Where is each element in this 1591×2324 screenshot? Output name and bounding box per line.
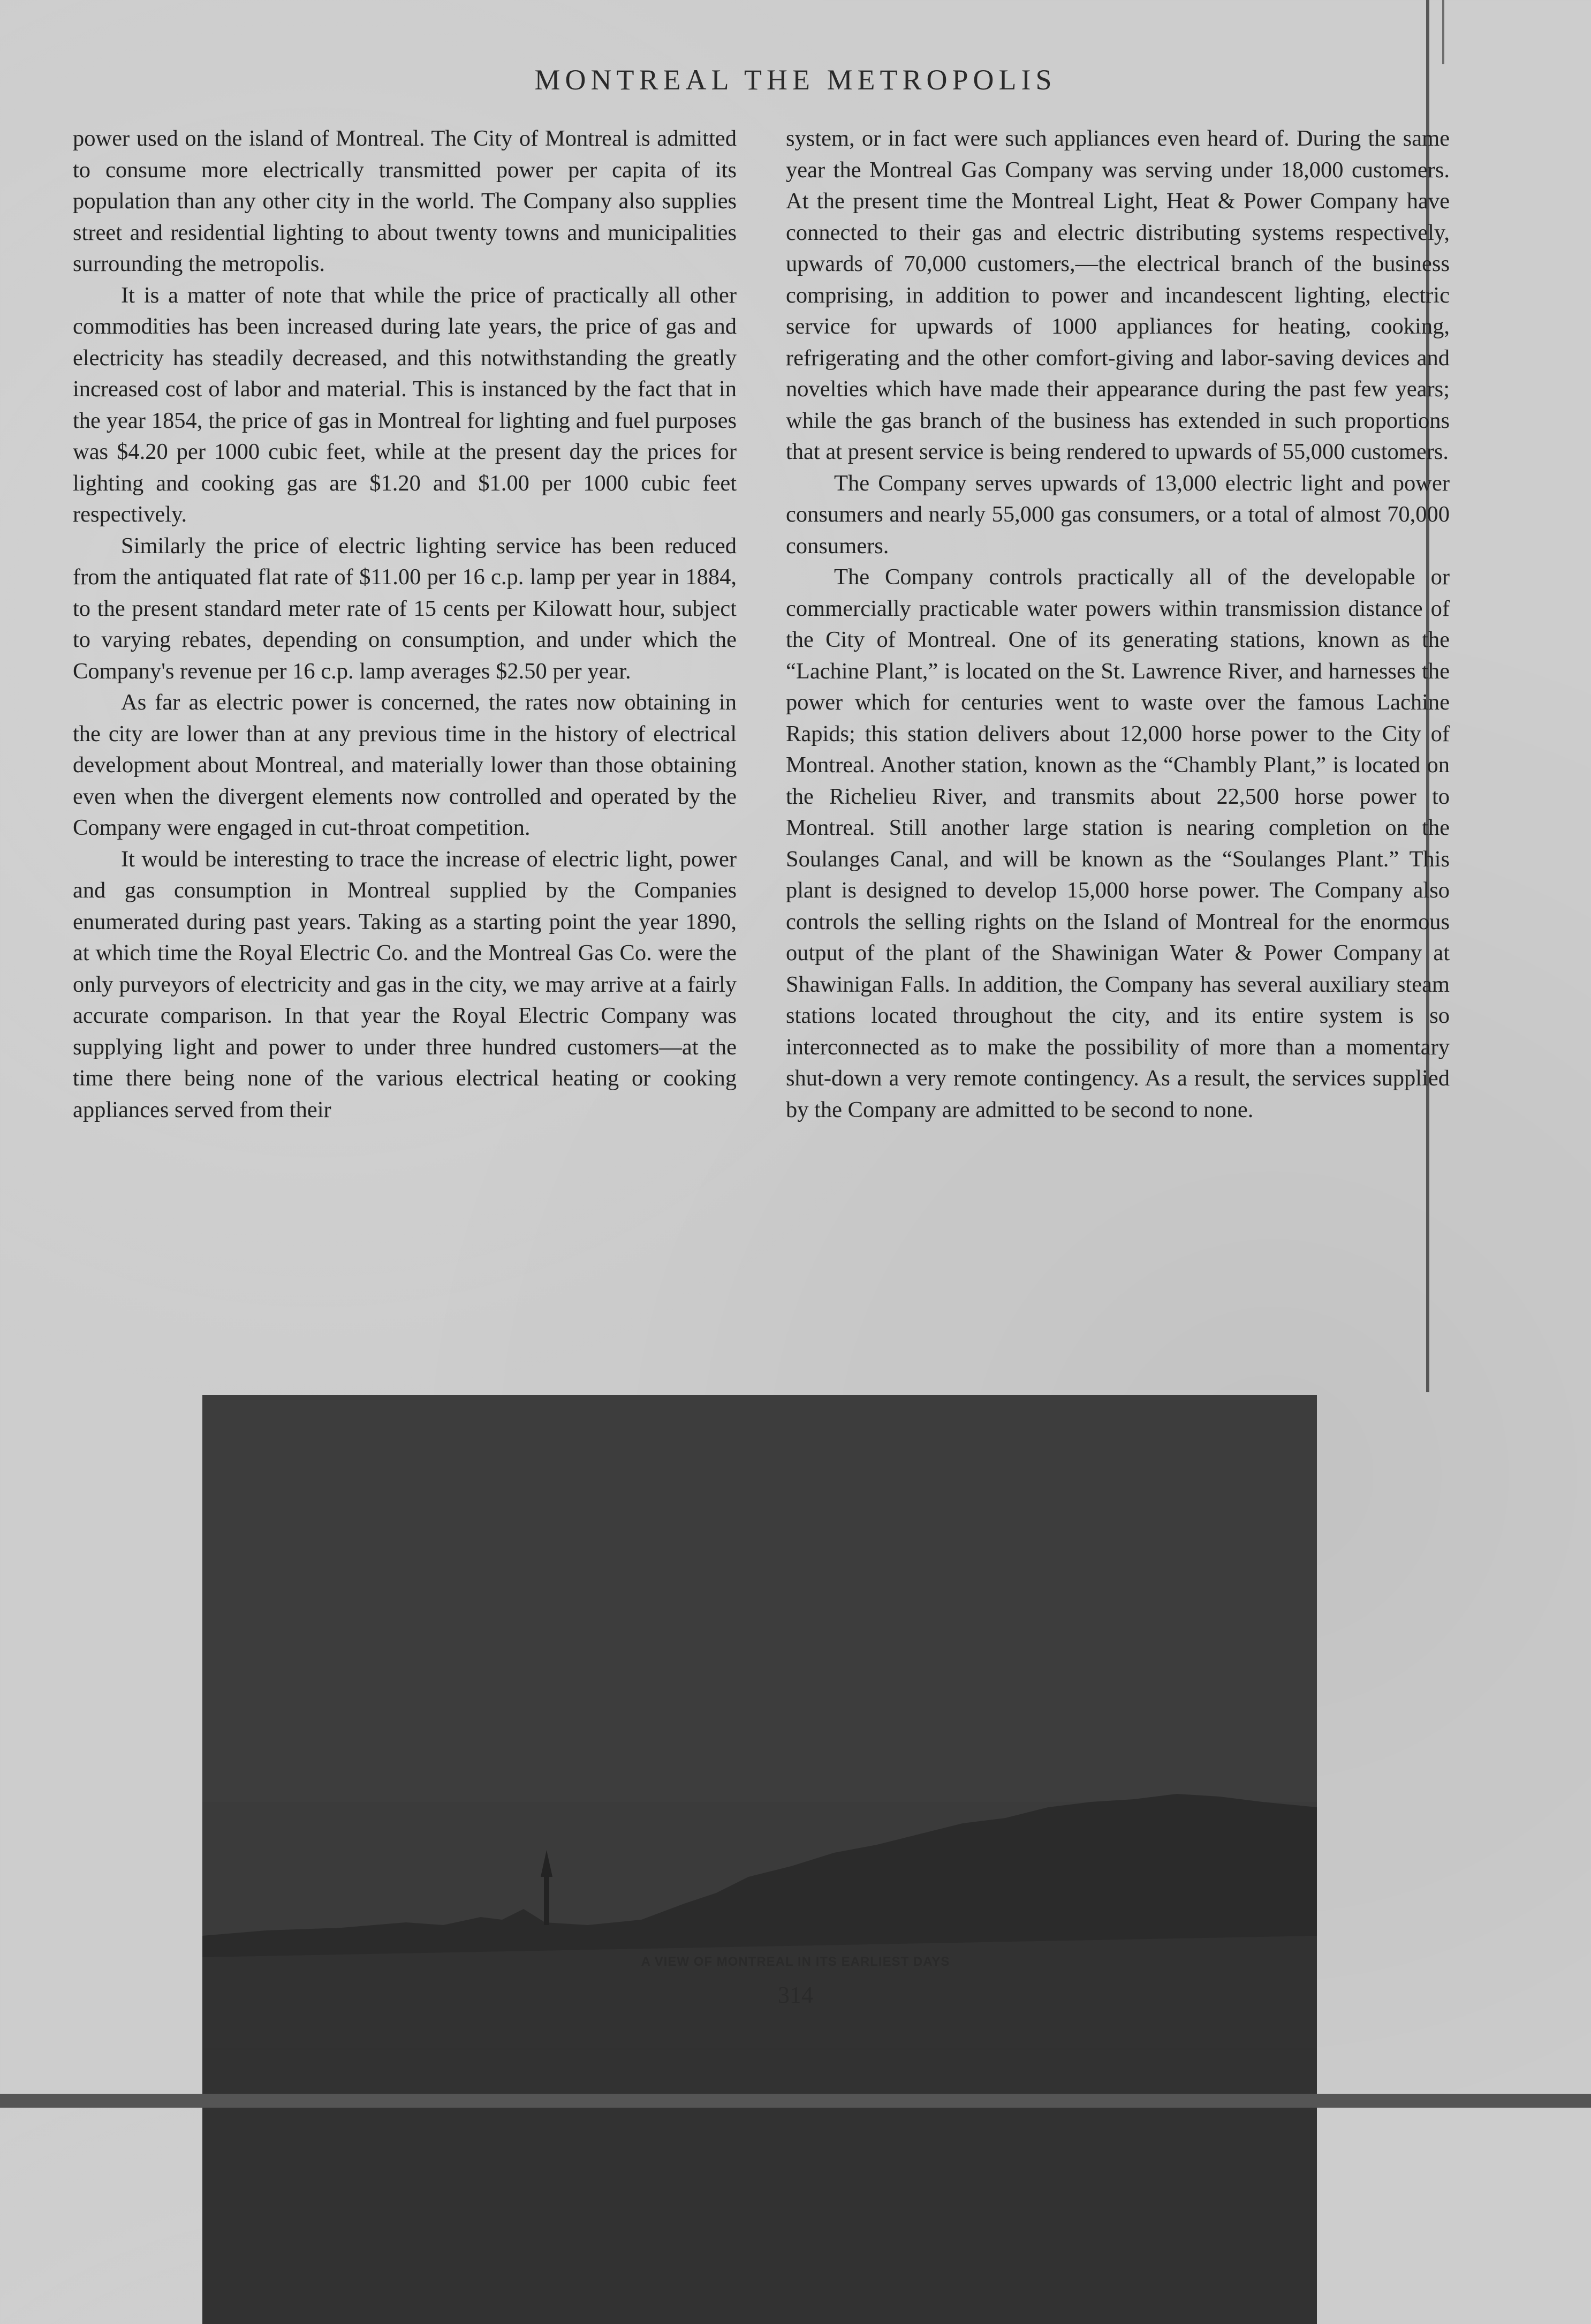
right-column [786,123,1450,1126]
left-paragraph-5: It would be interesting to trace the increase of electric light, power and gas consumption in Montreal supplied by the Companies enumerated during past years. Taking as a starting point the year 1890, at which time the Royal Electric Co. and the Montreal Gas Co. were the only purveyors of electricity and gas in the city, we may arrive at a fairly accurate comparison. In that year the Royal Electric Company was supplying light and power to under three hundred customers—at the time there being none of the various electrical heating or cooking appliances served from their [73,846,737,1122]
scan-bottom-edge [0,2094,1591,2108]
photo-shoreline [202,2048,1317,2050]
right-paragraph-3: The Company controls practically all of the developable or commercially practicable water powers within transmission distance of the City of Montreal. One of its generating stations, known as the “Lachine Plant,” is located on the St. Lawrence River, and harnesses the power which for centuries went to waste over the famous Lachine Rapids; this station delivers about 12,000 horse power to the City of Montreal. Another station, known as the “Chambly Plant,” is located on the Richelieu River, and transmits about 22,500 horse power to Montreal. Still another large station is nearing completion on the Soulanges Canal, and will be known as the “Soulanges Plant.” This plant is designed to develop 15,000 horse power. The Company also controls the selling rights on the Island of Montreal for the enormous output of the plant of the Shawinigan Water & Power Company at Shawinigan Falls. In addition, the Company has several auxiliary steam stations located throughout the city, and its entire system is so interconnected as to make the possibility of more than a momentary shut-down a very remote contingency. As a result, the services supplied by the Company are admitted to be second to none. [786,564,1450,1122]
historic-photograph [202,1395,1317,2324]
right-paragraph-2: The Company serves upwards of 13,000 electric light and power consumers and nearly 55,000 gas consumers, or a total of almost 70,000 consumers. [786,470,1450,559]
right-paragraph-1: system, or in fact were such appliances even heard of. During the same year the Montreal Gas Company was serving under 18,000 customers. At the present time the Montreal Light, Heat & Power Company have connected to their gas and electric distributing systems respectively, upwards of 70,000 customers,—the electrical branch of the business comprising, in addition to power and incandescent lighting, electric service for upwards of 1000 appliances for heating, cooking, refrigerating and the other comfort-giving and labor-saving devices and novelties which have made their appearance during the past few years; while the gas branch of the business has extended in such proportions that at present service is being rendered to upwards of 55,000 customers. [786,126,1450,464]
left-paragraph-3: Similarly the price of electric lighting service has been reduced from the antiquated flat rate of $11.00 per 16 c.p. lamp per year in 1884, to the present standard meter rate of 15 cents per Kilowatt hour, subject to varying rebates, depending on consumption, and under which the Company's revenue per 16 c.p. lamp averages $2.50 per year. [73,533,737,684]
photo-sky-glow [202,1395,1317,1802]
left-column [73,123,737,1126]
film-scratch-top [1442,0,1444,64]
left-paragraph-2: It is a matter of note that while the price of practically all other commodities has been increased during late years, the price of gas and electricity has steadily decreased, and this notwithstanding the greatly increased cost of labor and material. This is instanced by the fact that in the year 1854, the price of gas in Montreal for lighting and fuel purposes was $4.20 per 1000 cubic feet, while at the present day the prices for lighting and cooking gas are $1.20 and $1.00 per 1000 cubic feet respectively. [73,282,737,527]
photo-church-spire [544,1872,549,1925]
figure-caption: A VIEW OF MONTREAL IN ITS EARLIEST DAYS [641,1955,950,1969]
left-paragraph-1: power used on the island of Montreal. The City of Montreal is admitted to consume more electrically transmitted power per capita of its population than any other city in the world. The Company also supplies street and residential lighting to about twenty towns and municipalities surrounding the metropolis. [73,126,737,276]
left-paragraph-4: As far as electric power is concerned, the rates now obtaining in the city are lower than at any previous time in the history of electrical development about Montreal, and materially lower than those obtaining even when the divergent elements now controlled and operated by the Company were engaged in cut-throat competition. [73,690,737,840]
page-number: 314 [778,1982,813,2008]
running-header: MONTREAL THE METROPOLIS [534,64,1057,96]
photo-scene [202,1395,1317,2324]
